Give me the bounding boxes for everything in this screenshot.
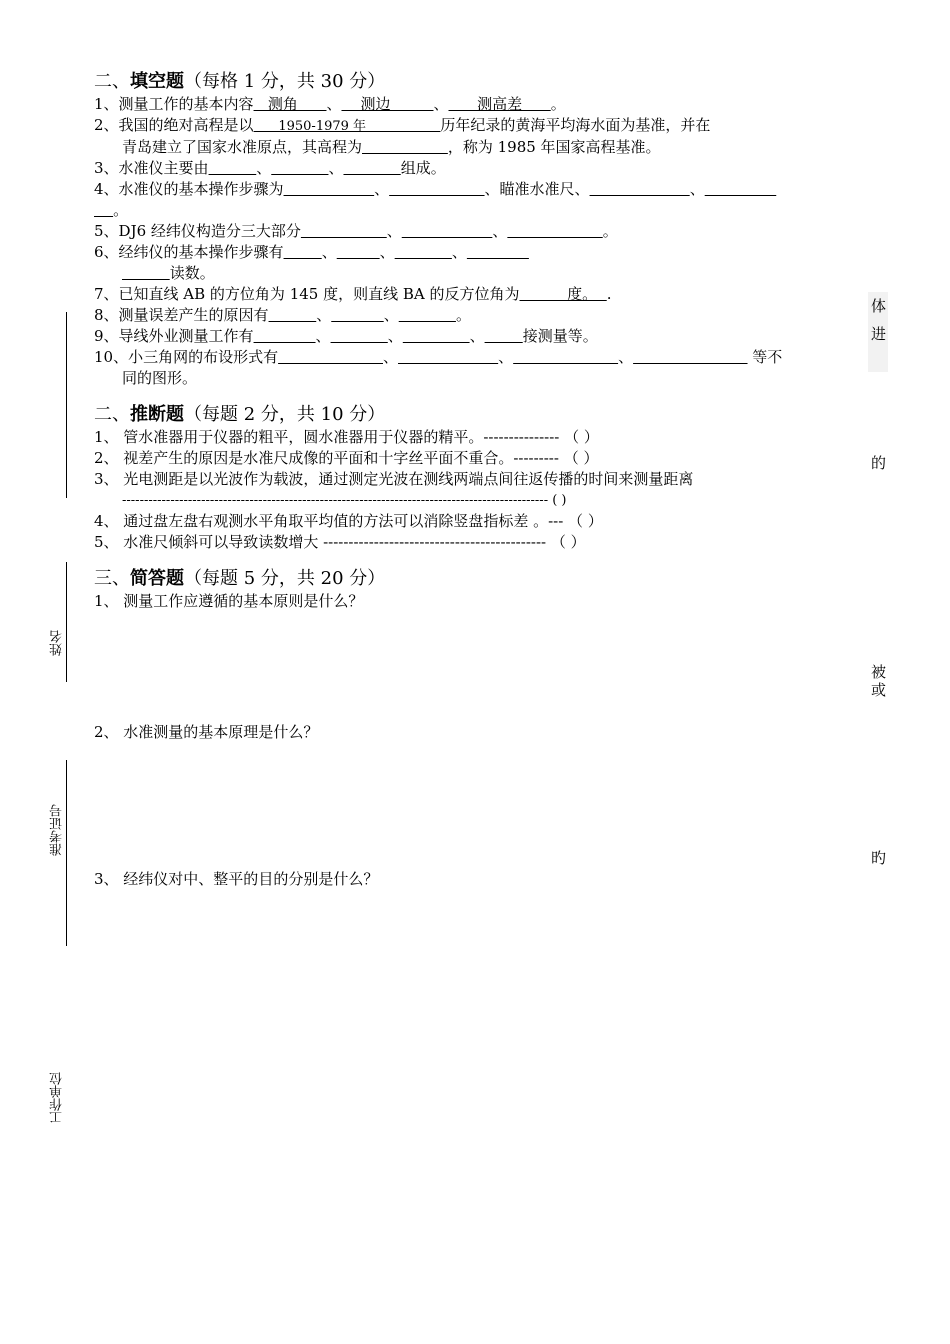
answer-area[interactable] [94, 743, 864, 869]
section-number: 二、 [94, 71, 130, 92]
short-question-3: 3、 经纬仪对中、整平的目的分别是什么？ [94, 870, 379, 888]
section-points: （每题 5 分，共 20 分） [184, 568, 386, 589]
answer-blank[interactable] [389, 180, 484, 198]
answer-blank[interactable] [284, 180, 375, 198]
answer-blank[interactable]: 度。 [519, 285, 607, 303]
judge-question-3: 3、 光电测距是以光波作为载波，通过测定光波在测线两端点间往返传播的时间来测量距离 [94, 470, 694, 488]
answer-blank[interactable] [590, 180, 690, 198]
fill-question-5: 5、DJ6 经纬仪构造分三大部分 、 、 。 [94, 222, 618, 240]
section-points: （每格 1 分，共 30 分） [184, 71, 386, 92]
fill-question-2-cont: 青岛建立了国家水准原点，其高程为 ，称为 1985 年国家高程基准。 [122, 138, 661, 156]
answer-blank[interactable]: 1950-1979 年 [253, 119, 441, 134]
margin-char: 进 [871, 325, 887, 343]
fill-question-2: 2、我国的绝对高程是以 1950-1979 年 历年纪录的黄海平均海水面为基准，并在 [94, 116, 711, 134]
fill-section-title [94, 70, 864, 94]
fill-question-9: 9、导线外业测量工作有 、 、 、 接测量等。 [94, 327, 598, 345]
margin-char: 或 [871, 681, 887, 699]
fill-question-4-cont: 。 [94, 200, 864, 221]
answer-blank[interactable] [331, 327, 388, 345]
answer-blank[interactable] [301, 222, 387, 240]
answer-blank[interactable] [362, 138, 448, 156]
answer-blank[interactable] [395, 243, 452, 261]
answer-area[interactable] [94, 612, 864, 722]
answer-blank[interactable] [331, 306, 383, 324]
judge-question-2: 2、 视差产生的原因是水准尺成像的平面和十字丝平面不重合。--------- （ ） [94, 449, 599, 467]
judge-question-3-cont: ------------------------------------------------------------------------------------------------- ( ) [122, 493, 567, 508]
fill-question-10-cont: 同的图形。 [122, 369, 198, 387]
judge-question-5: 5、 水准尺倾斜可以导致读数增大 -------------------------------------------- （ ） [94, 533, 586, 551]
exam-id-label: 准考证号 [50, 804, 65, 856]
answer-blank[interactable] [337, 243, 380, 261]
answer-blank[interactable] [271, 159, 328, 177]
fill-question-4: 4、水准仪的基本操作步骤为 、 、瞄准水准尺、 、 [94, 179, 864, 200]
fill-question-7: 7、已知直线 AB 的方位角为 145 度，则直线 BA 的反方位角为 度。 . [94, 285, 612, 303]
answer-blank[interactable] [467, 243, 529, 261]
section-number: 二、 [94, 404, 130, 425]
fill-question-1: 1、测量工作的基本内容 测角 、 测边 、 测高差 。 [94, 95, 566, 113]
answer-blank[interactable] [513, 348, 618, 366]
short-question-2: 2、 水准测量的基本原理是什么？ [94, 723, 319, 741]
fill-question-10: 10、小三角网的布设形式有 、 、 、 等不 [94, 348, 783, 366]
answer-blank[interactable] [399, 306, 456, 324]
answer-blank[interactable] [398, 348, 498, 366]
margin-char: 被 [871, 663, 887, 681]
answer-blank[interactable] [402, 222, 493, 240]
name-label: 姓名 [50, 630, 65, 656]
section-number: 三、 [94, 568, 130, 589]
short-section-title [94, 567, 864, 591]
answer-blank[interactable] [94, 201, 113, 219]
answer-blank[interactable] [343, 159, 400, 177]
section-name: 简答题 [130, 568, 184, 589]
answer-blank[interactable] [705, 180, 777, 198]
binding-line [66, 312, 67, 498]
margin-char: 体 [871, 297, 887, 315]
judge-question-4: 4、 通过盘左盘右观测水平角取平均值的方法可以消除竖盘指标差 。--- （ ） [94, 512, 603, 530]
section-points: （每题 2 分，共 10 分） [184, 404, 386, 425]
margin-char: 的 [871, 454, 887, 472]
fill-question-6: 6、经纬仪的基本操作步骤有 、 、 、 [94, 242, 864, 263]
short-question-1: 1、 测量工作应遵循的基本原则是什么？ [94, 592, 364, 610]
answer-blank[interactable] [284, 243, 322, 261]
answer-blank[interactable]: 测高差 [448, 95, 551, 113]
judge-question-1: 1、 管水准器用于仪器的粗平，圆水准器用于仪器的精平。--------------- （ ） [94, 428, 599, 446]
fill-question-8: 8、测量误差产生的原因有 、 、 。 [94, 306, 471, 324]
answer-blank[interactable] [122, 264, 170, 282]
answer-blank[interactable] [633, 348, 747, 366]
answer-blank[interactable] [209, 159, 257, 177]
answer-blank[interactable] [254, 327, 316, 345]
workplace-label: 工作单位 [50, 1072, 65, 1124]
fill-question-6-cont: 读数。 [94, 263, 864, 284]
section-name: 推断题 [130, 404, 184, 425]
answer-blank[interactable] [269, 306, 317, 324]
judge-section-title [94, 403, 864, 427]
binding-line [66, 760, 67, 946]
answer-blank[interactable] [507, 222, 602, 240]
fill-question-3: 3、水准仪主要由 、 、 组成。 [94, 159, 446, 177]
answer-blank[interactable] [485, 327, 523, 345]
binding-line [66, 562, 67, 682]
margin-char: 旳 [871, 849, 887, 867]
section-name: 填空题 [130, 71, 184, 92]
answer-blank[interactable] [278, 348, 383, 366]
exam-content [94, 70, 864, 890]
answer-blank[interactable]: 测边 [341, 95, 434, 113]
answer-blank[interactable] [403, 327, 470, 345]
answer-blank[interactable]: 测角 [253, 95, 327, 113]
